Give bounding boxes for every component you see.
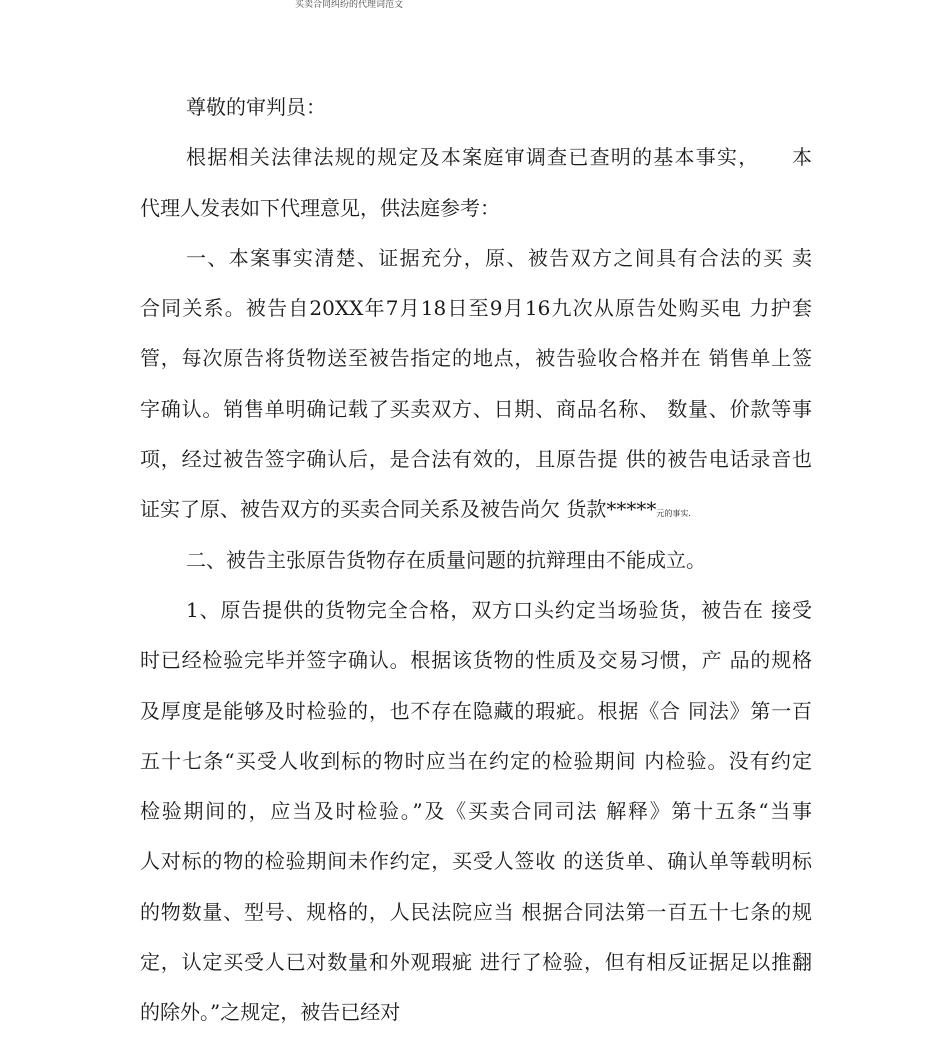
line-text: 代理人发表如下代理意见，供法庭参考：: [140, 195, 500, 220]
line-text: 管，每次原告将货物送至被告指定的地点，被告验收合格并在 销售单上签: [140, 346, 812, 371]
small-note-text: 元的事实.: [656, 509, 691, 519]
line-text: 合同关系。被告自20XX年7月18日至9月16九次从原告处购买电 力护套: [140, 296, 812, 321]
paragraph-line: [140, 339, 812, 389]
paragraph-line: [140, 893, 812, 943]
line-text: 字确认。销售单明确记载了买卖双方、日期、商品名称、 数量、价款等事: [140, 396, 812, 421]
line-text: 人对标的物的检验期间未作约定，买受人签收 的送货单、确认单等载明标: [140, 849, 812, 874]
paragraph-line: [140, 189, 812, 239]
line-text: 定，认定买受人已对数量和外观瑕疵 进行了检验，但有相反证据足以推翻: [140, 950, 812, 975]
line-text: 时已经检验完毕并签字确认。根据该货物的性质及交易习惯，产 品的规格: [140, 648, 812, 673]
line-text: 1、原告提供的货物完全合格，双方口头约定当场验货，被告在 接受: [186, 597, 812, 622]
paragraph-line: [140, 692, 812, 742]
document-body: [140, 88, 812, 1044]
paragraph-line: [140, 138, 812, 188]
paragraph-line: [140, 842, 812, 892]
line-text: 检验期间的，应当及时检验。”及《买卖合同司法 解释》第十五条“当事: [140, 799, 812, 824]
paragraph-line: [140, 289, 812, 339]
paragraph-line: [140, 490, 812, 540]
line-text: 证实了原、被告双方的买卖合同关系及被告尚欠 货款*****: [140, 497, 657, 522]
section-heading-line: [140, 541, 812, 591]
running-header-title: 买卖合同纠纷的代理词范文: [295, 0, 404, 10]
paragraph-line: [140, 641, 812, 691]
paragraph-line: [140, 440, 812, 490]
line-text: 及厚度是能够及时检验的，也不存在隐藏的瑕疵。根据《合 同法》第一百: [140, 698, 812, 723]
line-text: 的物数量、型号、规格的，人民法院应当 根据合同法第一百五十七条的规: [140, 899, 812, 924]
paragraph-line: [140, 792, 812, 842]
paragraph-line: [140, 591, 812, 641]
line-text: 尊敬的审判员：: [186, 95, 326, 119]
line-text: 五十七条“买受人收到标的物时应当在约定的检验期间 内检验。没有约定: [140, 748, 812, 773]
line-text: 一、本案事实清楚、证据充分，原、被告双方之间具有合法的买 卖: [186, 245, 812, 270]
line-text: 二、被告主张原告货物存在质量问题的抗辩理由不能成立。: [186, 547, 706, 572]
paragraph-line: [140, 742, 812, 792]
paragraph-line: [140, 943, 812, 993]
paragraph-line: [140, 993, 812, 1043]
paragraph-line: [140, 390, 812, 440]
salutation-line: [140, 88, 812, 138]
line-text: 的除外。”之规定，被告已经对: [140, 1000, 401, 1025]
line-text: 根据相关法律法规的规定及本案庭审调查已查明的基本事实， 本: [186, 145, 812, 170]
paragraph-line: [140, 239, 812, 289]
line-text: 项，经过被告签字确认后，是合法有效的，且原告提 供的被告电话录音也: [140, 447, 812, 472]
